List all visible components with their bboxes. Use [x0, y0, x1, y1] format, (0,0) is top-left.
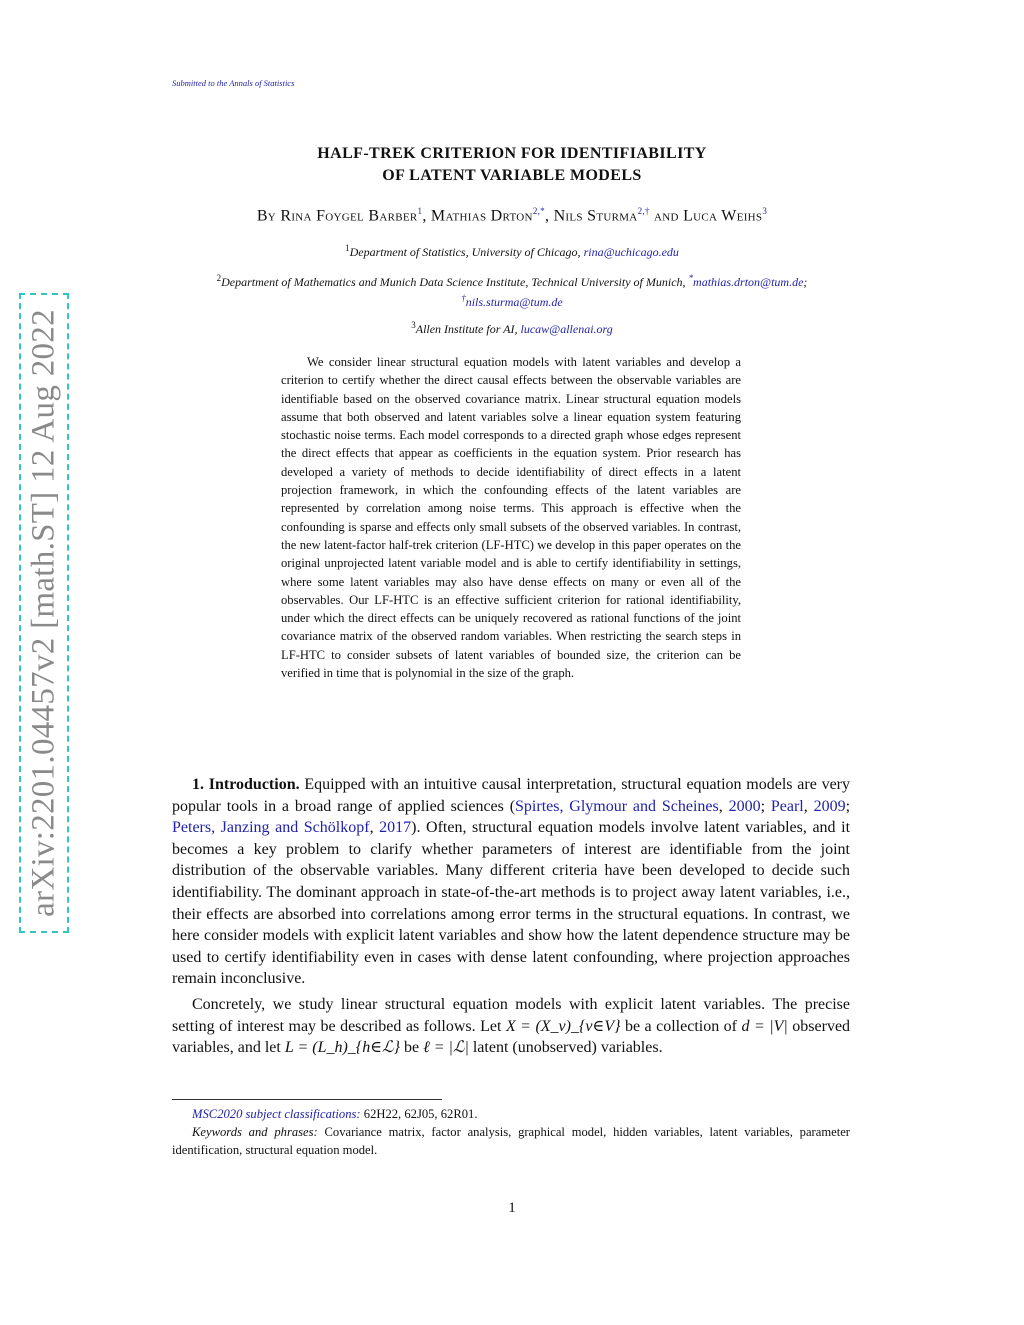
- math-ell: ℓ = |ℒ|: [423, 1039, 469, 1057]
- affiliation-3-number: 3: [411, 320, 416, 330]
- dagger-marker: †: [461, 293, 466, 303]
- author-sturma-sup[interactable]: 2,†: [637, 206, 650, 216]
- author-barber: Rina Foygel Barber: [280, 207, 418, 225]
- citation-pearl[interactable]: Pearl: [770, 797, 804, 815]
- keywords-value: Covariance matrix, factor analysis, graphical model, hidden variables, latent variables, parameter identification, structural equation model.: [172, 1125, 850, 1157]
- author-barber-sup[interactable]: 1: [417, 206, 423, 216]
- intro-p1-start: Equipped with an intuitive causal interpretation, structural equation models are very popular tools in a broad range of applied sciences (: [172, 776, 850, 815]
- author-drton-sup[interactable]: 2,*: [532, 206, 545, 216]
- intro-p2-mid3: be: [403, 1039, 420, 1057]
- star-marker: *: [688, 273, 694, 283]
- section-heading: 1. Introduction.: [192, 776, 300, 793]
- and-label: and: [654, 207, 679, 225]
- citation-spirtes-year[interactable]: 2000: [728, 797, 761, 815]
- msc-label-text: MSC2020 subject classifications:: [192, 1107, 361, 1121]
- affiliation-2-semicolon: ;: [803, 275, 808, 289]
- intro-p2-end: latent (unobserved) variables.: [472, 1039, 663, 1057]
- introduction-section: [172, 774, 850, 1063]
- title-line-2: OF LATENT VARIABLE MODELS: [382, 167, 642, 184]
- paper-title: [172, 143, 852, 187]
- citation-peters-year[interactable]: 2017: [379, 819, 412, 837]
- affiliation-1: [172, 240, 852, 260]
- footnotes: [172, 1105, 850, 1159]
- author-weihs-sup[interactable]: 3: [762, 206, 768, 216]
- msc-value: 62H22, 62J05, 62R01.: [363, 1107, 478, 1121]
- citation-pearl-year[interactable]: 2009: [813, 797, 846, 815]
- math-d: d = |V|: [741, 1017, 788, 1035]
- arxiv-stamp-text: arXiv:2201.04457v2 [math.ST] 12 Aug 2022: [25, 309, 62, 917]
- title-line-1: HALF-TREK CRITERION FOR IDENTIFIABILITY: [317, 145, 707, 162]
- keywords-footnote: [172, 1123, 850, 1159]
- email-weihs[interactable]: lucaw@allenai.org: [520, 322, 613, 336]
- email-sturma[interactable]: nils.sturma@tum.de: [465, 295, 563, 309]
- page-number: 1: [508, 1200, 516, 1216]
- affiliation-3-text: Allen Institute for AI,: [415, 322, 518, 336]
- math-l: L = (L_h)_{h∈ℒ}: [284, 1039, 400, 1057]
- affiliation-3: [172, 317, 852, 337]
- intro-p2-start: Concretely, we study linear structural equation models with explicit latent variables. The precise setting of interest may be described as follows. Let: [172, 995, 850, 1035]
- msc-footnote: [172, 1105, 850, 1123]
- affiliation-2: [172, 270, 852, 310]
- author-drton: Mathias Drton: [430, 207, 533, 225]
- author-weihs: Luca Weihs: [683, 207, 763, 225]
- email-drton[interactable]: mathias.drton@tum.de: [693, 275, 804, 289]
- submission-note: Submitted to the Annals of Statistics: [172, 78, 295, 88]
- keywords-label: Keywords and phrases:: [192, 1125, 318, 1139]
- intro-p2-mid1: be a collection of: [624, 1017, 738, 1035]
- email-barber[interactable]: rina@uchicago.edu: [583, 245, 679, 259]
- intro-paragraph-1: 1. Introduction. Equipped with an intuitive causal interpretation, structural equation models are very popular tools in a broad range of applied sciences (Spirtes, Glymour and Scheines, 2000; Pearl, 2009; Peters, Janzing and Schölkopf, 2017). Often, structural equation models involve latent variables, and it becomes a key problem to clarify whether parameters of interest are identifiable from the joint distribution of the observable variables. Many different criteria have been developed to decide such identifiability. The dominant approach in state-of-the-art methods is to project away latent variables, i.e., their effects are absorbed into correlations among error terms in the structural equations. In contrast, we here consider models with explicit latent variables and show how the latent dependence structure may be used to certify identifiability even in cases with dense latent confounding, where projection approaches remain inconclusive.: [172, 776, 851, 988]
- math-x: X = (X_v)_{v∈V}: [505, 1017, 621, 1035]
- affiliation-2-text: Department of Mathematics and Munich Data Science Institute, Technical University of Munich,: [221, 275, 686, 289]
- affiliation-2-number: 2: [216, 273, 222, 283]
- intro-paragraph-2: [172, 994, 850, 1059]
- affiliation-1-text: Department of Statistics, University of Chicago,: [349, 245, 581, 259]
- by-label: By: [256, 207, 277, 225]
- abstract: We consider linear structural equation models with latent variables and develop a criterion to certify whether the direct causal effects between the observable variables are identifiable based on the observed covariance matrix. Linear structural equation models assume that both observed and latent variables solve a linear equation system featuring stochastic noise terms. Each model corresponds to a directed graph whose edges represent the direct effects that appear as coefficients in the equation system. Prior research has developed a variety of methods to decide identifiability of direct effects in a latent projection framework, in which the confounding effects of the latent variables are represented by correlation among noise terms. This approach is effective when the confounding is sparse and effects only small subsets of the observed variables. In contrast, the new latent-factor half-trek criterion (LF-HTC) we develop in this paper operates on the original unprojected latent variable model and is able to certify identifiability in settings, where some latent variables may also have dense effects on many or even all of the observables. Our LF-HTC is an effective sufficient criterion for rational identifiability, under which the direct effects can be uniquely recovered as rational functions of the joint covariance matrix of the observed random variables. When restricting the search steps in LF-HTC to consider subsets of latent variables of bounded size, the criterion can be verified in time that is polynomial in the size of the graph.: [281, 355, 741, 681]
- intro-p2-mid2: observed variables, and let: [172, 1017, 851, 1057]
- author-list: By Rina Foygel Barber$^1$, Mathias Drton$^{2,*}$, Nils Sturma$^{2,\dagger}$ and Luca Weihs$^3$: [256, 206, 768, 225]
- citation-spirtes[interactable]: Spirtes, Glymour and Scheines: [515, 797, 719, 815]
- author-sturma: Nils Sturma: [553, 207, 638, 225]
- arxiv-stamp: [19, 293, 69, 933]
- intro-p1-end: ). Often, structural equation models involve latent variables, and it becomes a key problem to clarify whether parameters of interest are identifiable from the joint distribution of the observable variables. Many different criteria have been developed to decide such identifiability. The dominant approach in state-of-the-art methods is to project away latent variables, i.e., their effects are absorbed into correlations among error terms in the structural equations. In contrast, we here consider models with explicit latent variables and show how the latent dependence structure may be used to certify identifiability even in cases with dense latent confounding, where projection approaches remain inconclusive.: [172, 819, 851, 988]
- citation-peters[interactable]: Peters, Janzing and Schölkopf: [172, 819, 370, 837]
- msc-label[interactable]: [192, 1107, 361, 1121]
- affiliation-1-number: 1: [345, 243, 350, 253]
- footnote-rule: [172, 1099, 442, 1100]
